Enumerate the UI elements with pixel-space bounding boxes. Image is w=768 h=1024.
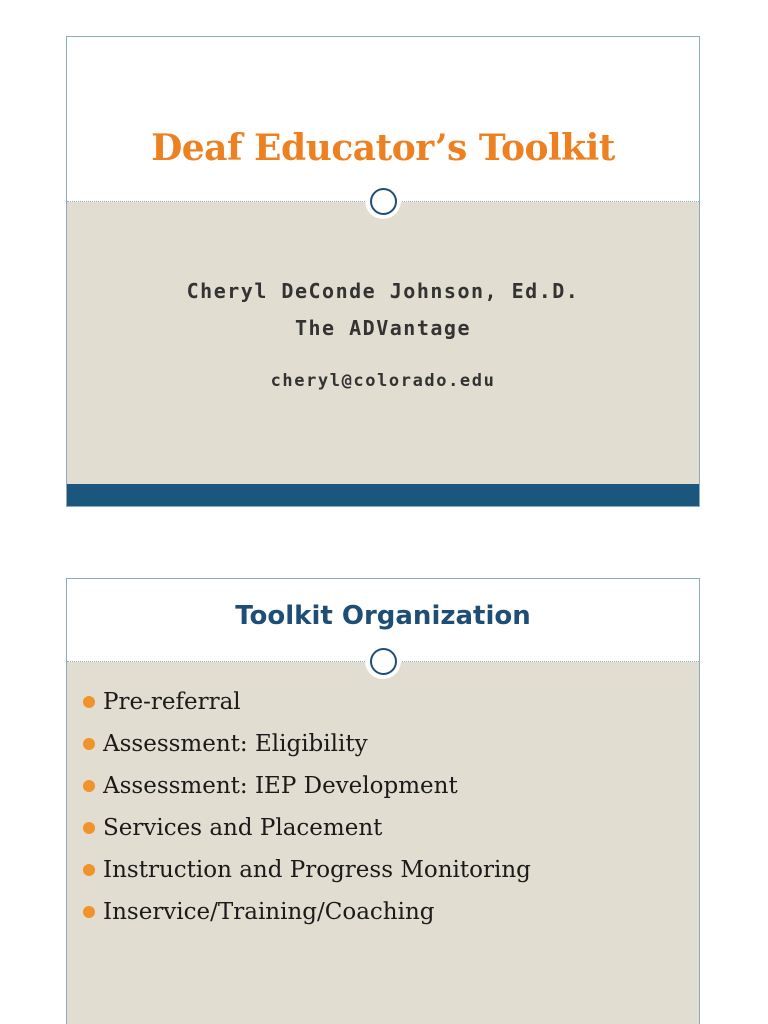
list-item-label: Pre-referral [103, 689, 241, 715]
bullet-dot-icon [83, 696, 95, 708]
bullet-dot-icon [83, 864, 95, 876]
bullet-list [83, 681, 531, 933]
slide-title: Toolkit Organization [235, 601, 531, 631]
title-slide [66, 36, 700, 507]
list-item-label: Assessment: IEP Development [103, 773, 458, 799]
slide-title: Deaf Educator’s Toolkit [151, 127, 615, 169]
list-item [83, 681, 531, 723]
list-item [83, 891, 531, 933]
author-organization: The ADVantage [294, 316, 472, 340]
list-item-label: Assessment: Eligibility [103, 731, 368, 757]
author-email: cheryl@colorado.edu [270, 371, 496, 391]
organization-slide [66, 578, 700, 1024]
list-item-label: Services and Placement [103, 815, 383, 841]
list-item-label: Instruction and Progress Monitoring [103, 857, 531, 883]
author-name: Cheryl DeConde Johnson, Ed.D. [186, 279, 580, 303]
list-item [83, 807, 531, 849]
circle-divider-icon [365, 643, 401, 679]
circle-divider-icon [365, 183, 401, 219]
footer-bar [67, 484, 699, 506]
slide-header [67, 37, 699, 202]
author-block [67, 273, 699, 391]
bullet-dot-icon [83, 822, 95, 834]
list-item-label: Inservice/Training/Coaching [103, 899, 435, 925]
list-item [83, 765, 531, 807]
bullet-dot-icon [83, 738, 95, 750]
list-item [83, 849, 531, 891]
bullet-dot-icon [83, 780, 95, 792]
bullet-dot-icon [83, 906, 95, 918]
list-item [83, 723, 531, 765]
